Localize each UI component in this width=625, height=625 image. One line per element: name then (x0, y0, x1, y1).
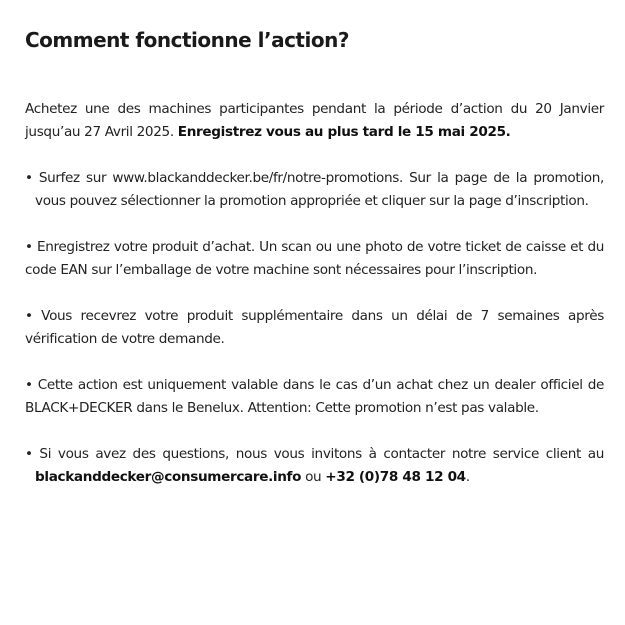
bullet-text: • Enregistrez votre produit d’achat. Un scan ou une photo de votre ticket de caisse et du code EAN sur l’emballage de votre machine sont nécessaires pour l’inscription. (25, 239, 604, 278)
contact-phone: +32 (0)78 48 12 04 (325, 469, 466, 485)
bullet-surf-website (25, 167, 604, 213)
bullet-register-product (25, 236, 604, 282)
page-content (25, 26, 604, 489)
contact-connector: ou (305, 469, 322, 485)
bullet-receive-product (25, 305, 604, 351)
bullet-text: • Vous recevrez votre produit supplémentaire dans un délai de 7 semaines après vérification de votre demande. (25, 308, 604, 347)
intro-text: Achetez une des machines participantes pendant la période d’action du 20 Janvier jusqu’au 27 Avril 2025. (25, 101, 604, 140)
bullet-contact (25, 443, 604, 489)
page-title: Comment fonctionne l’action? (25, 28, 349, 52)
intro-paragraph (25, 98, 604, 144)
contact-email: blackanddecker@consumercare.info (35, 469, 302, 485)
bullet-text: • Cette action est uniquement valable dans le cas d’un achat chez un dealer officiel de BLACK+DECKER dans le Benelux. Attention: Cette promotion n’est pas valable. (25, 377, 604, 416)
bullet-validity (25, 374, 604, 420)
contact-end: . (465, 469, 470, 485)
bullet-text: • Surfez sur www.blackanddecker.be/fr/notre-promotions. Sur la page de la promotion, vous pouvez sélectionner la promotion appropriée et cliquer sur la page d’inscription. (25, 170, 604, 209)
registration-deadline: Enregistrez vous au plus tard le 15 mai 2025. (177, 124, 511, 140)
bullet-text: • Si vous avez des questions, nous vous invitons à contacter notre service client au (25, 446, 604, 462)
